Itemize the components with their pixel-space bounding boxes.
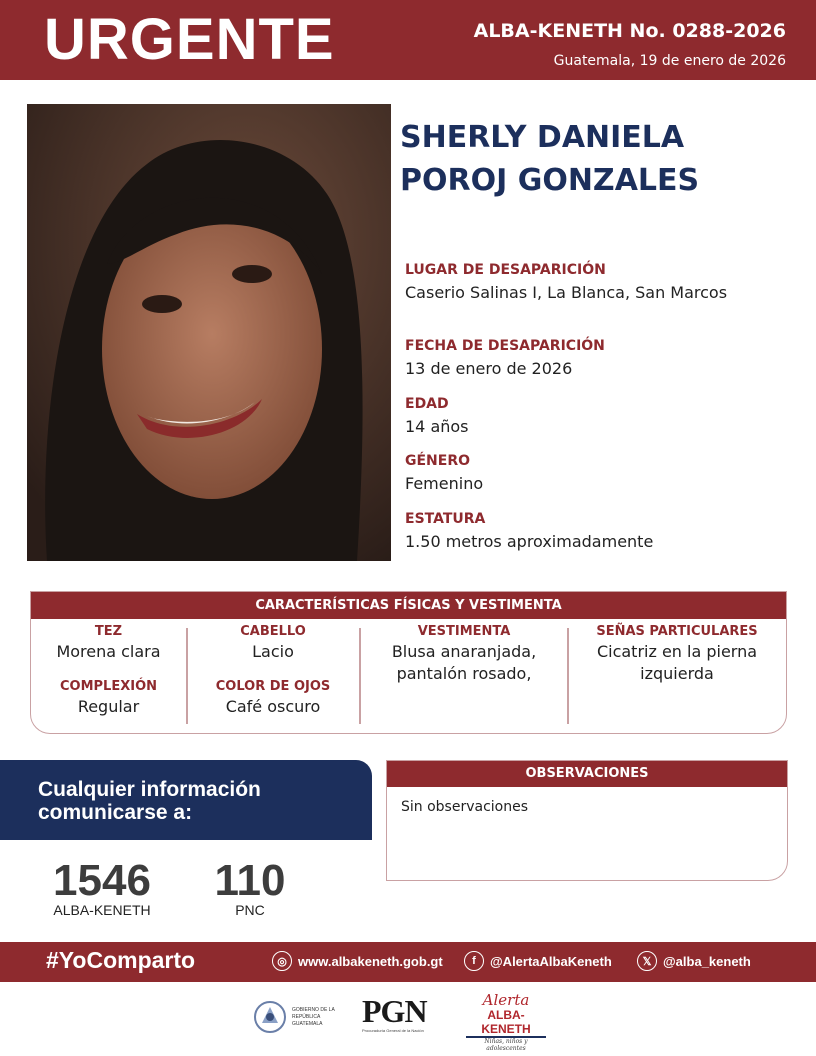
person-name [400,116,800,202]
alba-keneth-wordmark: ALBA-KENETH [466,1008,546,1038]
alba-keneth-logo [466,992,546,1052]
missing-person-photo [27,104,391,561]
alert-date: Guatemala, 19 de enero de 2026 [553,53,786,69]
urgent-title: URGENTE [44,7,335,72]
complexion-value: Regular [77,697,140,716]
hashtag: #YoComparto [46,947,196,973]
cabello-label: CABELLO [240,624,306,639]
alerta-wordmark: Alerta [482,991,530,1009]
info-label: ESTATURA [405,511,486,527]
info-edad [405,396,469,436]
info-genero [405,453,483,493]
alba-tagline: Niñas, niños y adolescentes [484,1038,528,1052]
info-value: 1.50 metros aproximadamente [405,532,654,551]
contact-line2: comunicarse a: [38,801,193,824]
senas-column [569,624,785,685]
info-label: EDAD [405,396,449,412]
gov-crest-icon [252,997,288,1037]
facebook-link[interactable] [464,951,612,971]
cabello-column [188,624,358,718]
gov-logo [252,997,350,1037]
cabello-value: Lacio [252,642,294,661]
vestimenta-line1: Blusa anaranjada, [391,642,537,661]
vestimenta-column [361,624,567,685]
logos-row [0,992,816,1052]
x-icon: 𝕏 [637,951,657,971]
phone-tag: PNC [235,902,265,918]
observations-text: Sin observaciones [401,799,529,815]
ojos-label: COLOR DE OJOS [215,679,331,694]
contact-banner [0,760,372,840]
observations-heading: OBSERVACIONES [387,761,787,787]
senas-line2: izquierda [640,664,714,683]
phone-pnc[interactable] [205,856,295,918]
phone-tag: ALBA-KENETH [53,902,151,918]
website-link[interactable] [272,951,443,971]
info-value: Femenino [405,474,484,493]
x-link[interactable] [637,951,751,971]
senas-line1: Cicatriz en la pierna [596,642,758,661]
info-value: Caserio Salinas I, La Blanca, San Marcos [405,283,728,302]
footer-bar [0,942,816,982]
characteristics-heading: CARACTERÍSTICAS FÍSICAS Y VESTIMENTA [31,592,786,619]
ojos-value: Café oscuro [225,697,321,716]
contact-line1: Cualquier información [38,778,261,801]
characteristics-panel [30,591,787,734]
complexion-label: COMPLEXIÓN [59,679,157,694]
info-fecha [405,338,605,378]
header-bar [0,0,816,80]
pgn-logo [362,994,446,1033]
info-label: LUGAR DE DESAPARICIÓN [405,262,606,278]
info-value: 13 de enero de 2026 [405,359,573,378]
info-label: GÉNERO [405,453,471,469]
info-label: FECHA DE DESAPARICIÓN [405,338,605,354]
phone-alba-keneth[interactable] [42,856,162,918]
vestimenta-line2: pantalón rosado, [396,664,532,683]
alert-number: ALBA-KENETH No. 0288-2026 [473,20,786,42]
person-name-line1: SHERLY DANIELA [400,120,685,155]
senas-label: SEÑAS PARTICULARES [596,624,758,639]
facebook-text[interactable]: @AlertaAlbaKeneth [490,953,612,969]
gov-text: GOBIERNO DE LA REPÚBLICA GUATEMALA [292,1006,335,1027]
info-value: 14 años [405,417,469,436]
website-text[interactable]: www.albakeneth.gob.gt [298,953,443,969]
vestimenta-label: VESTIMENTA [417,624,511,639]
x-text[interactable]: @alba_keneth [663,953,751,969]
facebook-icon: f [464,951,484,971]
phone-number[interactable]: 1546 [53,856,151,905]
info-lugar [405,262,727,302]
person-name-line2: POROJ GONZALES [400,163,700,198]
tez-column [31,624,186,718]
info-estatura [405,511,653,551]
tez-label: TEZ [94,624,123,639]
observations-panel [386,760,788,881]
tez-value: Morena clara [56,642,161,661]
pgn-wordmark: PGN [362,993,427,1029]
globe-icon: ◎ [272,951,292,971]
pgn-subtitle: Procuraduría General de la Nación [362,1028,424,1033]
contact-text [38,778,261,824]
phone-number[interactable]: 110 [214,856,286,905]
